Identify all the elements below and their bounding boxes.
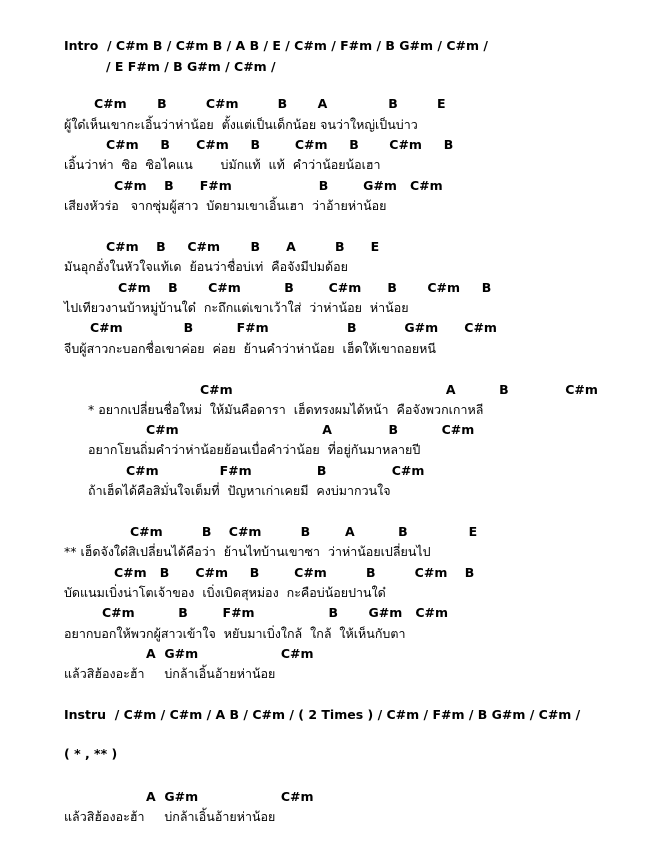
intro-line-2: / E F#m / B G#m / C#m / [106, 59, 276, 74]
chord-line: C#m F#m B C#m [126, 463, 425, 478]
lyric-line: บัดแนมเบิ่งน่าโตเจ้าของ เบิ่งเบิดสุหม่อง กะคือบ่น้อยปานใด๋ [64, 585, 386, 600]
lyric-line: ถ้าเฮ็ดได้คือสิมั่นใจเต็มที่ ปัญหาเก่าเคยมี คงบ่มากวนใจ [88, 483, 391, 498]
lyric-line: แล้วสิฮ้องอะฮ้า บ่กล้าเอิ้นอ้ายห่าน้อย [64, 809, 276, 824]
chord-line: A G#m C#m [146, 789, 314, 804]
repeat-marker: ( * , ** ) [64, 746, 118, 761]
chord-line: C#m B C#m B A B E [94, 96, 446, 111]
lyric-line: จีบผู้สาวกะบอกชื่อเขาค่อย ค่อย ย้านคำว่าห่าน้อย เฮ็ดให้เขาถอยหนี [64, 341, 436, 356]
chord-line: C#m B C#m B C#m B C#m B [118, 280, 492, 295]
chord-line: C#m B F#m B G#m C#m [102, 605, 449, 620]
lyric-line: เสียงหัวร่อ จากซุ่มผู้สาว บัดยามเขาเอิ้นเฮา ว่าอ้ายห่าน้อย [64, 198, 387, 213]
lyric-line-chorus: * อยากเปลี่ยนชื่อใหม่ ให้มันคือดารา เฮ็ดทรงผมได้หน้า คือจังพวกเกาหลี [88, 402, 484, 417]
chord-line: C#m A B C#m [200, 382, 598, 397]
lyric-line-chorus-2: ** เฮ็ดจังใด๋สิเปลี่ยนได้คือว่า ย้านไทบ้านเขาซา ว่าห่าน้อยเปลี่ยนไป [64, 544, 431, 559]
chord-line: C#m B C#m B A B E [130, 524, 478, 539]
lyric-line: แล้วสิฮ้องอะฮ้า บ่กล้าเอิ้นอ้ายห่าน้อย [64, 666, 276, 681]
chord-line: C#m B C#m B C#m B C#m B [106, 137, 454, 152]
chord-line: C#m B F#m B G#m C#m [114, 178, 443, 193]
chord-line: C#m B F#m B G#m C#m [90, 320, 497, 335]
instrumental-line: Instru / C#m / C#m / A B / C#m / ( 2 Times ) / C#m / F#m / B G#m / C#m / [64, 707, 581, 722]
chord-line: C#m A B C#m [146, 422, 475, 437]
lyric-line: มันอุกอั่งในหัวใจแท้เด ย้อนว่าชื่อบ่เท่ คือจังมีปมด้อย [64, 259, 348, 274]
chord-line: C#m B C#m B C#m B C#m B [114, 565, 475, 580]
intro-line: Intro / C#m B / C#m B / A B / E / C#m / F#m / B G#m / C#m / [64, 38, 488, 53]
chord-line: A G#m C#m [146, 646, 314, 661]
lyric-line: อยากบอกให้พวกผู้สาวเข้าใจ หยับมาเบิ่งใกล้ ใกล้ ให้เห็นกับตา [64, 626, 406, 641]
lyric-line: ผู้ใด๋เห็นเขากะเอิ้นว่าห่าน้อย ตั้งแต่เป็นเด็กน้อย จนว่าใหญ่เป็นบ่าว [64, 117, 418, 132]
lyric-line: อยากโยนถิ่มคำว่าห่าน้อยย้อนเบื่อคำว่าน้อย ที่อยู่กันมาหลายปี [88, 442, 421, 457]
chord-line: C#m B C#m B A B E [106, 239, 380, 254]
lyric-line: ไปเทียวงานบ้าหมู่บ้านใด๋ กะถึกแต่เขาเว้าใส่ ว่าห่าน้อย ห่าน้อย [64, 300, 409, 315]
lyric-line: เอิ้นว่าห่า ซิอ ซิอไคแน บ่มักแท้ แท้ คำว่าน้อยน้อเฮา [64, 157, 381, 172]
